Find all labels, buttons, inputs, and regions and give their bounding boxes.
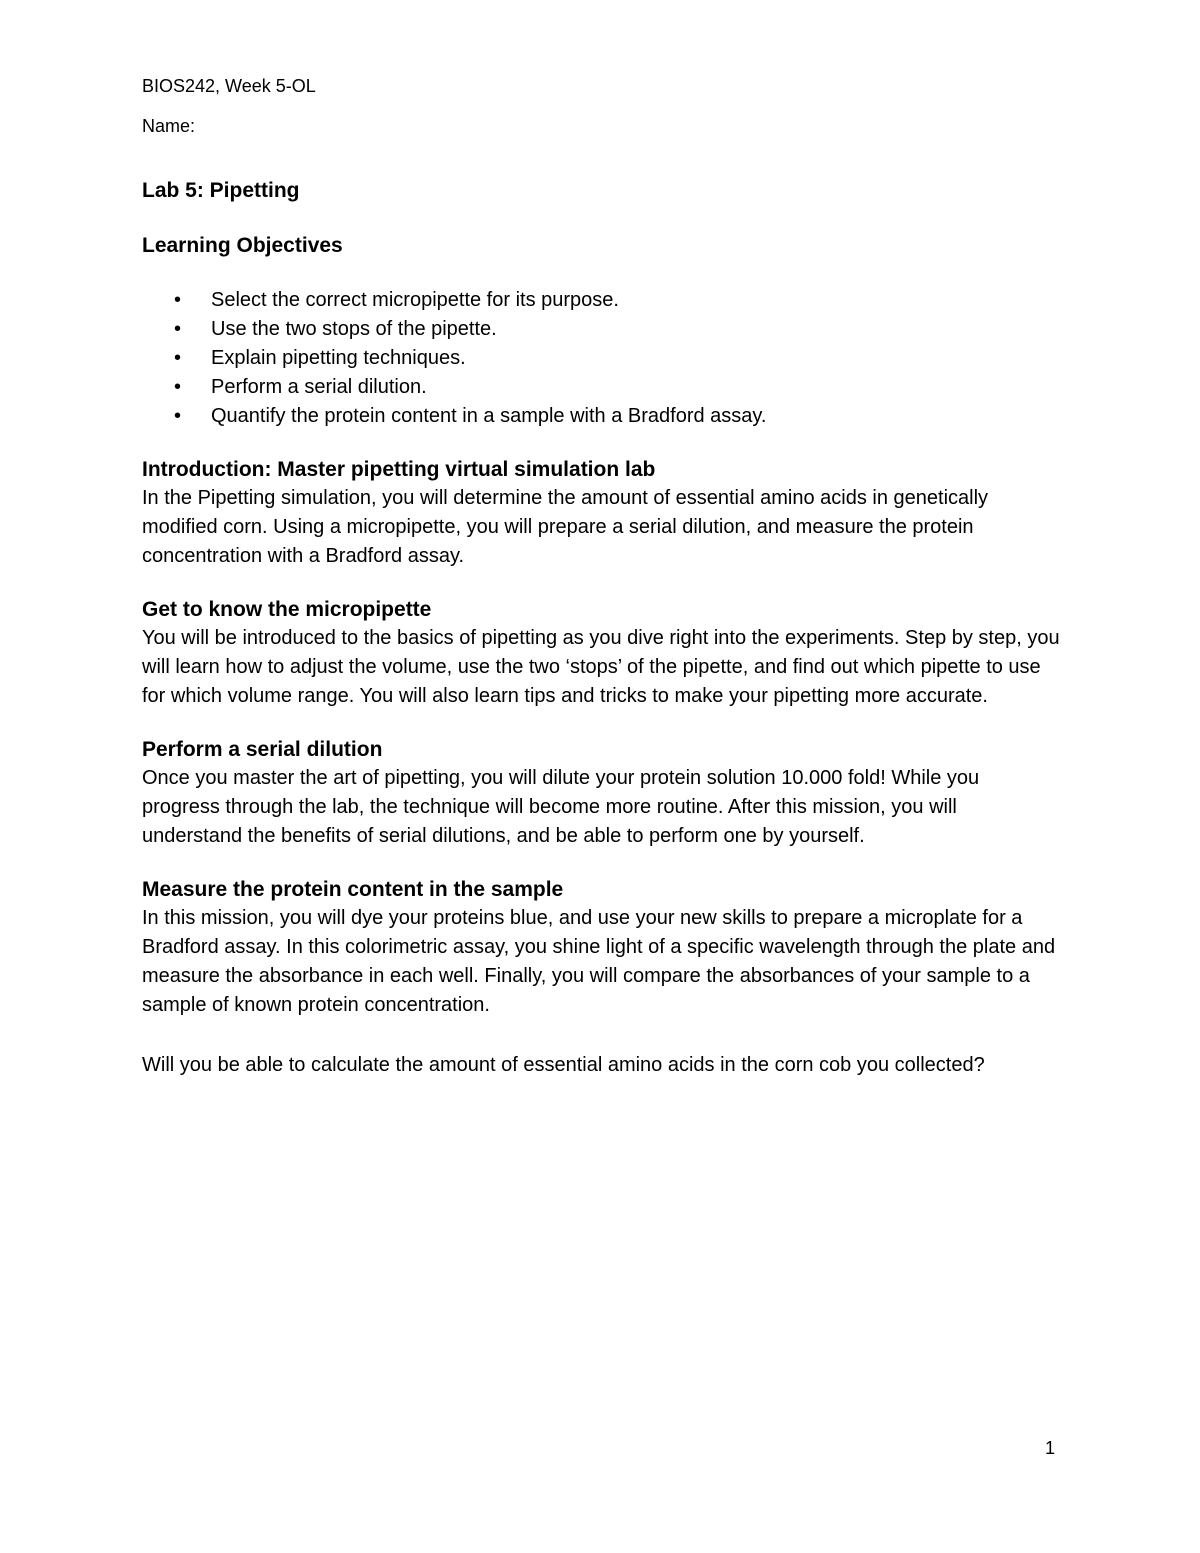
objective-text: Quantify the protein content in a sample with a Bradford assay. (211, 405, 767, 427)
objectives-list (142, 286, 1062, 431)
page-number: 1 (1045, 1438, 1056, 1458)
objectives-heading: Learning Objectives (142, 234, 343, 257)
document-content (142, 74, 1062, 1080)
objective-text: Perform a serial dilution. (211, 376, 427, 398)
section-body: In the Pipetting simulation, you will determine the amount of essential amino acids in genetically modified corn. Using a micropipette, you will prepare a serial dilution, and measure the protein concentration with a Bradford assay. (142, 487, 989, 567)
section-micropipette (142, 595, 1062, 711)
section-introduction (142, 455, 1062, 571)
bullet-icon: • (174, 376, 182, 398)
objective-text: Explain pipetting techniques. (211, 347, 466, 369)
objective-text: Use the two stops of the pipette. (211, 318, 497, 340)
section-serial-dilution (142, 735, 1062, 851)
course-header: BIOS242, Week 5-OL (142, 76, 316, 96)
lab-title: Lab 5: Pipetting (142, 179, 300, 202)
objective-item (142, 315, 1062, 344)
section-title: Measure the protein content in the sample (142, 878, 564, 901)
objective-text: Select the correct micropipette for its purpose. (211, 289, 619, 311)
section-body: In this mission, you will dye your proteins blue, and use your new skills to prepare a microplate for a Bradford assay. In this colorimetric assay, you shine light of a specific wavelength through the plate and measure the absorbance in each well. Finally, you will compare the absorbances of your sample to a sample of known protein concentration. (142, 907, 1056, 1016)
bullet-icon: • (174, 347, 182, 369)
bullet-icon: • (174, 318, 182, 340)
section-title: Get to know the micropipette (142, 598, 432, 621)
name-label: Name: (142, 116, 196, 136)
closing-question: Will you be able to calculate the amount of essential amino acids in the corn cob you collected? (142, 1054, 985, 1076)
section-title: Introduction: Master pipetting virtual simulation lab (142, 458, 656, 481)
section-body: Once you master the art of pipetting, you will dilute your protein solution 10.000 fold! While you progress through the lab, the technique will become more routine. After this mission, you will understand the benefits of serial dilutions, and be able to perform one by yourself. (142, 767, 980, 847)
bullet-icon: • (174, 405, 182, 427)
section-body: You will be introduced to the basics of pipetting as you dive right into the experiments. Step by step, you will learn how to adjust the volume, use the two ‘stops’ of the pipette, and find out which pipette to use for which volume range. You will also learn tips and tricks to make your pipetting more accurate. (142, 627, 1060, 707)
objective-item (142, 373, 1062, 402)
objective-item (142, 344, 1062, 373)
objective-item (142, 286, 1062, 315)
section-protein-content (142, 875, 1062, 1020)
section-title: Perform a serial dilution (142, 738, 383, 761)
bullet-icon: • (174, 289, 182, 311)
objective-item (142, 402, 1062, 431)
